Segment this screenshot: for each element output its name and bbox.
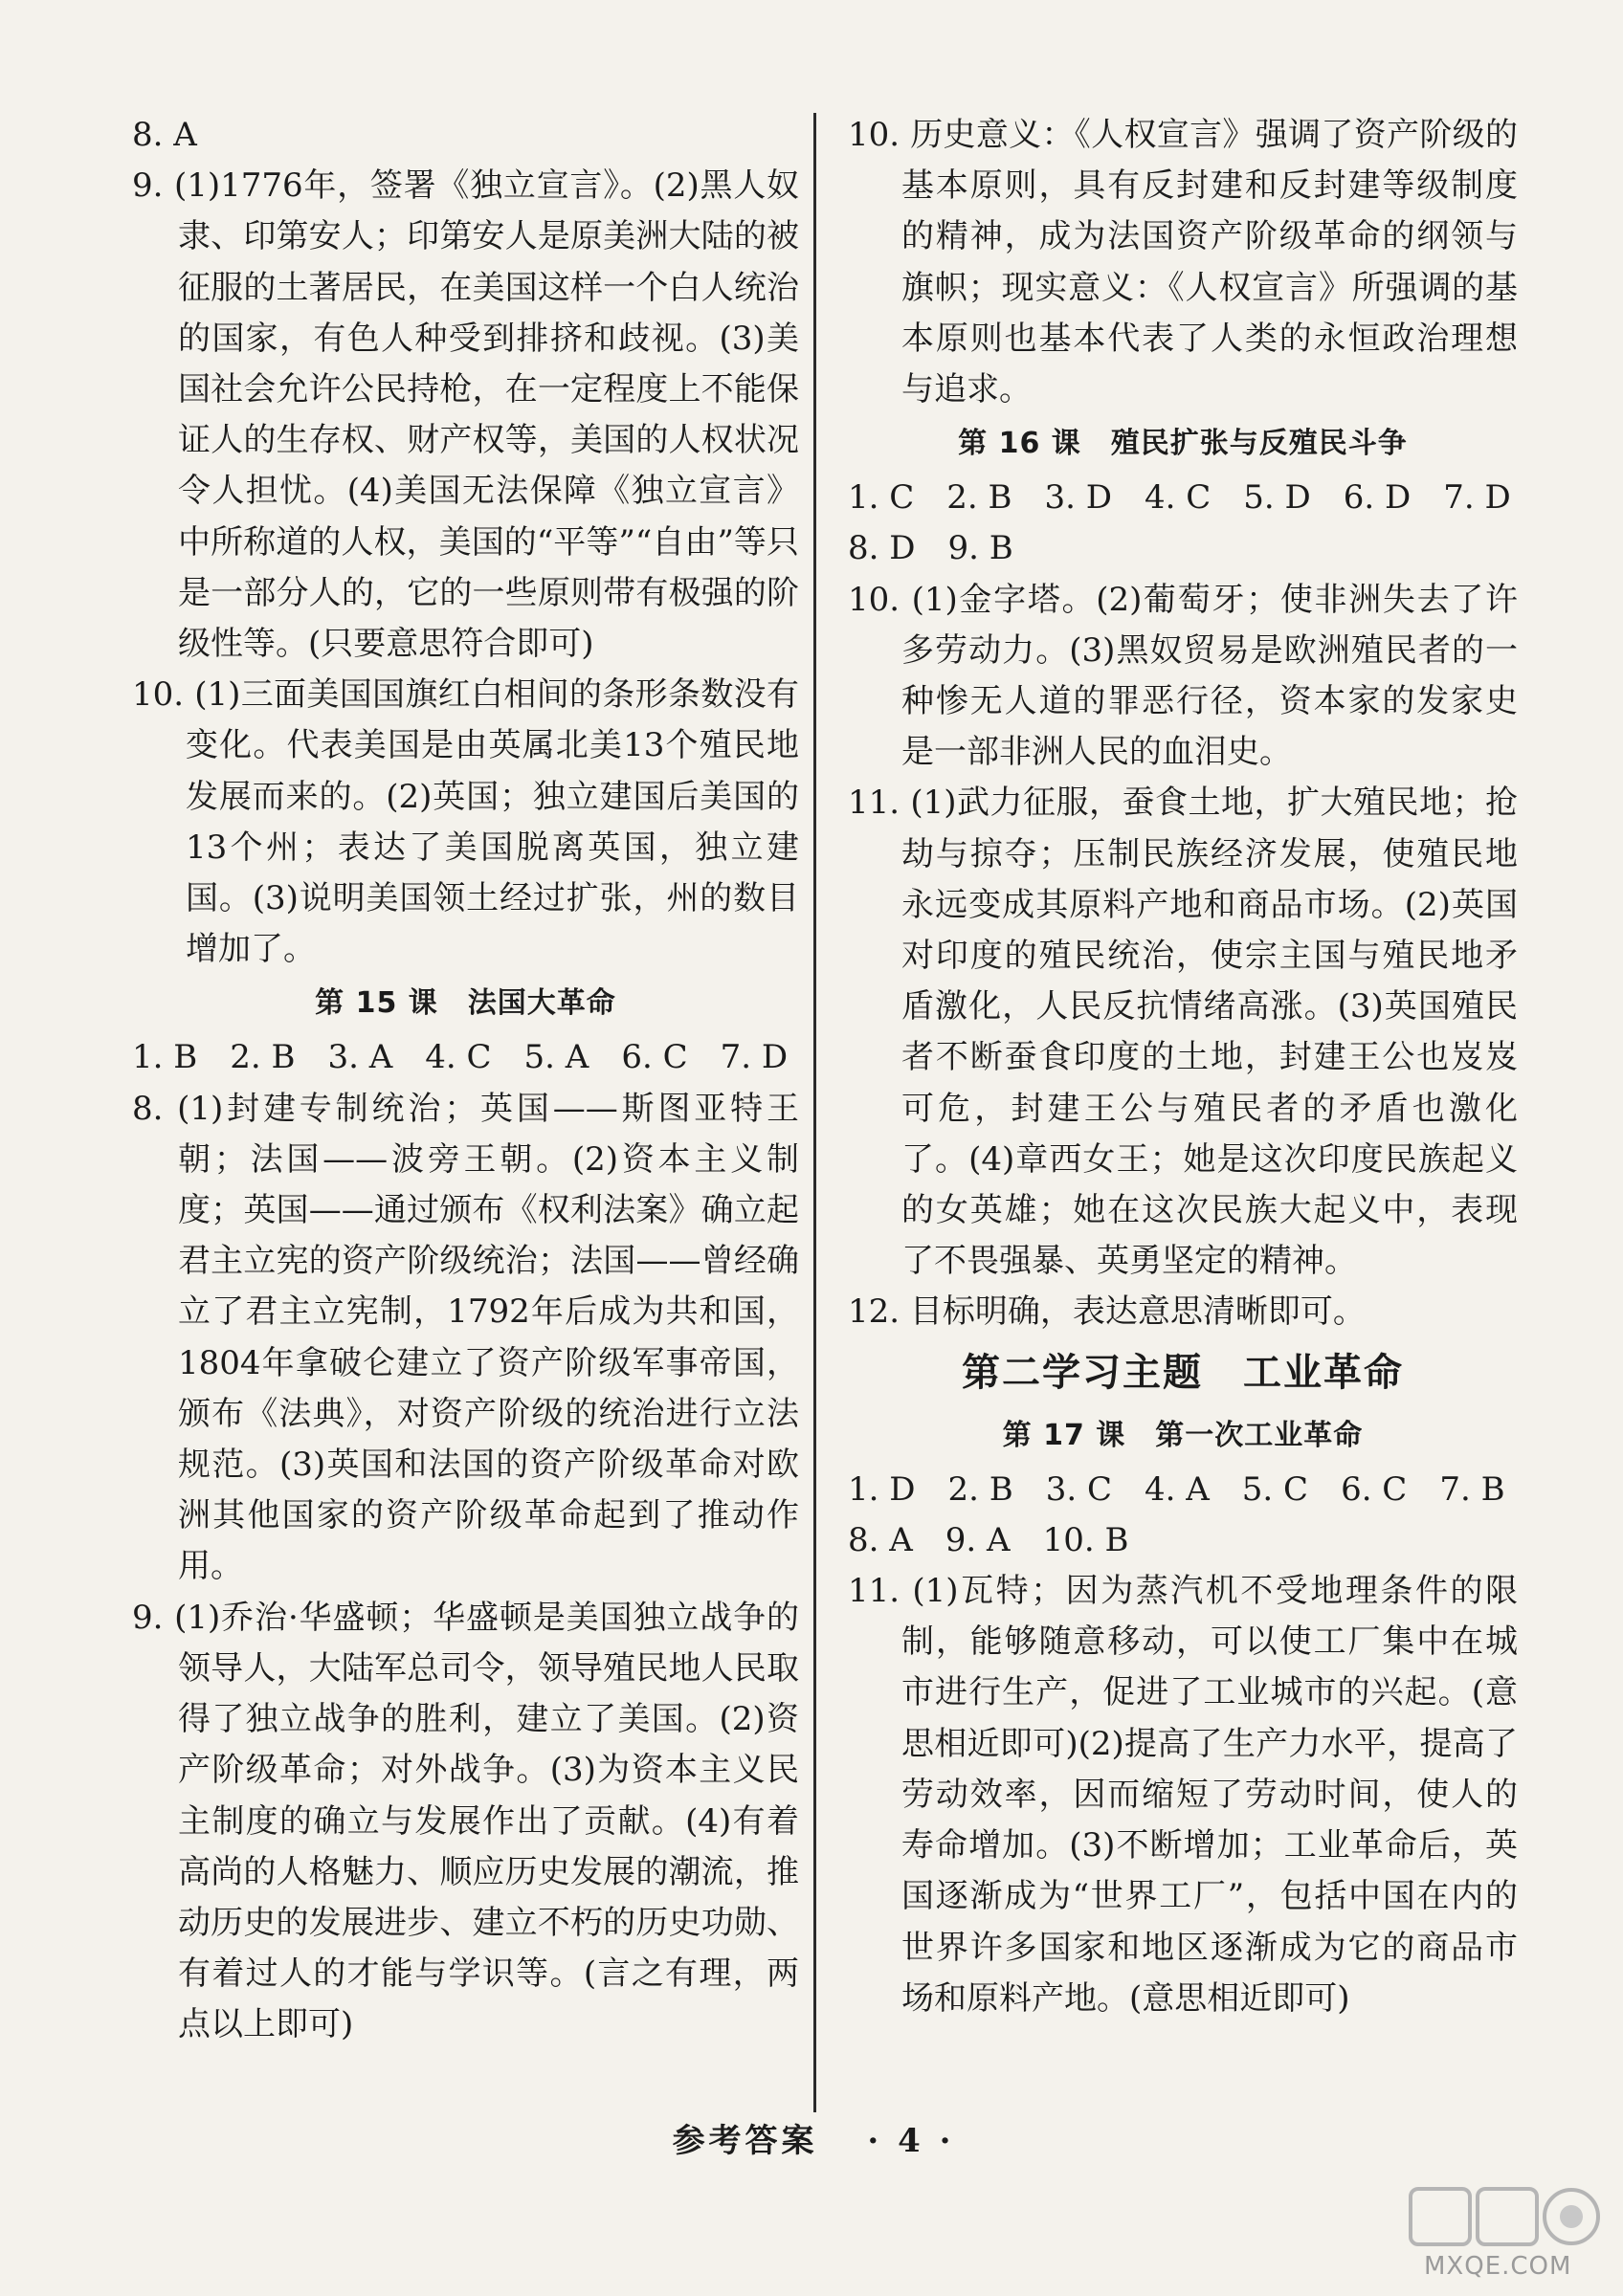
lesson-heading: 第 16 课 殖民扩张与反殖民斗争 [958,427,1408,461]
answer-item: 9. (1)1776年，签署《独立宣言》。(2)黑人奴隶、印第安人；印第安人是原美洲大陆的被征服的土著居民，在美国这样一个白人统治的国家，有色人种受到排挤和歧视。(3)美国社会允许公民持枪，在一定程度上不能保证人的生存权、财产权等，美国的人权状况令人担忧。(4)美国无法保障《独立宣言》中所称道的人权，美国的“平等”“自由”等只是一部分人的，它的一些原则带有极强的阶级性等。(只要意思符合即可) [132,166,799,664]
lesson-heading: 第 17 课 第一次工业革命 [1002,1418,1364,1452]
column-divider [813,113,816,2112]
answer-item: 12. 目标明确，表达意思清晰即可。 [848,1292,1366,1332]
answer-item: 8. (1)封建专制统治；英国——斯图亚特王朝；法国——波旁王朝。(2)资本主义制度；英国——通过颁布《权利法案》确立起君主立宪的资产阶级统治；法国——曾经确立了君主立宪制，1792年后成为共和国，1804年拿破仑建立了资产阶级军事帝国，颁布《法典》，对资产阶级的统治进行立法规范。(3)英国和法国的资产阶级革命对欧洲其他国家的资产阶级革命起到了推动作用。 [132,1089,799,1586]
right-column [848,110,1518,2024]
footer-label: 参考答案 [672,2122,818,2160]
answer-item: 1. B 2. B 3. A 4. C 5. A 6. C 7. D [132,1038,789,1077]
answer-item: 11. (1)瓦特；因为蒸汽机不受地理条件的限制，能够随意移动，可以使工厂集中在城市进行生产，促进了工业城市的兴起。(意思相近即可)(2)提高了生产力水平，提高了劳动效率，因而缩短了劳动时间，使人的寿命增加。(3)不断增加；工业革命后，英国逐渐成为“世界工厂”，包括中国在内的世界许多国家和地区逐渐成为它的商品市场和原料产地。(意思相近即可) [848,1572,1518,2018]
answer-item: 10. (1)金字塔。(2)葡萄牙；使非洲失去了许多劳动力。(3)黑奴贸易是欧洲殖民者的一种惨无人道的罪恶行径，资本家的发家史是一部非洲人民的血泪史。 [848,580,1518,772]
watermark-icon [1407,2181,1608,2258]
page-number: · 4 · [867,2122,955,2160]
answer-item: 10. (1)三面美国国旗红白相间的条形条数没有变化。代表美国是由英属北美13个殖民地发展而来的。(2)英国；独立建国后美国的13个州；表达了美国脱离英国，独立建国。(3)说明美国领土经过扩张，州的数目增加了。 [132,675,799,969]
answer-item: 8. A [132,116,197,154]
answer-item: 9. (1)乔治·华盛顿；华盛顿是美国独立战争的领导人，大陆军总司令，领导殖民地人民取得了独立战争的胜利，建立了美国。(2)资产阶级革命；对外战争。(3)为资本主义民主制度的确立与发展作出了贡献。(4)有着高尚的人格魅力、顺应历史发展的潮流，推动历史的发展进步、建立不朽的历史功勋、有着过人的才能与学识等。(言之有理，两点以上即可) [132,1598,799,2044]
answer-item: 8. D 9. B [848,529,1013,568]
theme-heading: 第二学习主题 工业革命 [962,1350,1404,1395]
left-column [132,110,799,2051]
watermark-logo [1407,2181,1608,2286]
answer-item: 1. C 2. B 3. D 4. C 5. D 6. D 7. D [848,478,1511,518]
watermark-text: MXQE.COM [1424,2252,1572,2281]
lesson-heading: 第 15 课 法国大革命 [315,986,616,1021]
page-footer [612,2114,1014,2161]
answer-item: 8. A 9. A 10. B [848,1520,1129,1559]
answer-item: 10. 历史意义：《人权宣言》强调了资产阶级的基本原则，具有反封建和反封建等级制度的精神，成为法国资产阶级革命的纲领与旗帜；现实意义：《人权宣言》所强调的基本原则也基本代表了人类的永恒政治理想与追求。 [848,116,1518,409]
answer-item: 1. D 2. B 3. C 4. A 5. C 6. C 7. B [848,1469,1505,1509]
answer-item: 11. (1)武力征服，蚕食土地，扩大殖民地；抢劫与掠夺；压制民族经济发展，使殖民地永远变成其原料产地和商品市场。(2)英国对印度的殖民统治，使宗主国与殖民地矛盾激化，人民反抗情绪高涨。(3)英国殖民者不断蚕食印度的土地，封建王公也岌岌可危，封建王公与殖民者的矛盾也激化了。(4)章西女王；她是这次印度民族起义的女英雄；她在这次民族大起义中，表现了不畏强暴、英勇坚定的精神。 [848,784,1518,1281]
